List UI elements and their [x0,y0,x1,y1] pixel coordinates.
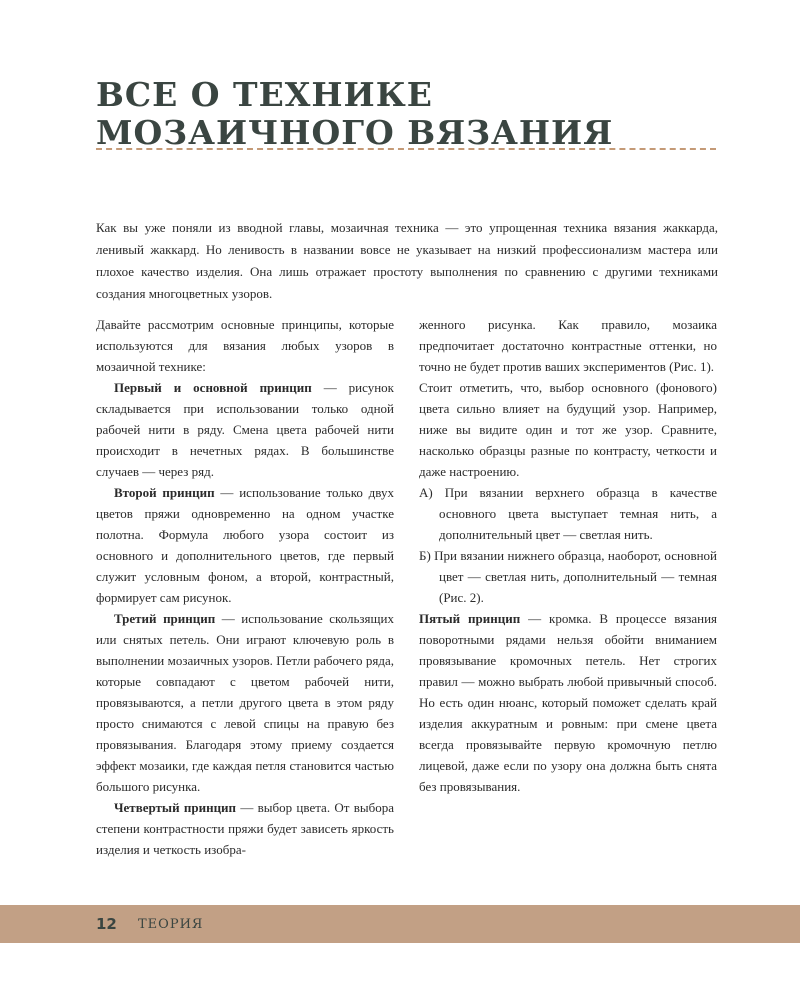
section-label: ТЕОРИЯ [138,917,204,932]
left-paragraph-1: Давайте рассмотрим основные принципы, которые используются для вязания любых узоров в мозаичной технике: [96,317,394,374]
list-item-b: Б) При вязании нижнего образца, наоборот, основной цвет — светлая нить, дополнительный — темная (Рис. 2). [419,548,717,605]
principle-4-heading: Четвертый принцип [114,800,237,815]
intro-paragraph: Как вы уже поняли из вводной главы, мозаичная техника — это упрощенная техника вязания жаккарда, ленивый жаккард. Но ленивость в названии вовсе не указывает на низкий профессионализм мастера или плохое качество изделия. Она лишь отражает простоту выполнения по сравнению с другими техниками создания многоцветных узоров. [96,220,718,301]
principle-4-text: — выбор цвета. От выбора степени контрастности пряжи будет зависеть яркость изделия и четкость изобра- [96,800,394,857]
left-column [96,314,394,860]
title-line-1: ВСЕ О ТЕХНИКЕ [96,75,433,114]
principle-3-paragraph [96,608,394,797]
right-paragraph-1: женного рисунка. Как правило, мозаика предпочитает достаточно контрастные оттенки, но точно не будет против ваших экспериментов (Рис. 1). [419,317,717,374]
principle-1-paragraph [96,377,394,482]
principle-5-paragraph [419,608,717,797]
page-title [96,76,736,152]
principle-3-text: — использование скользящих или снятых петель. Они играют ключевую роль в выполнении мозаичных узоров. Петли рабочего ряда, которые совпадают с цветом рабочей нити, провязываются, а петли другого цвета в этом ряду просто снимаются с левой спицы на правую без провязывания. Благодаря этому приему создается эффект мозаики, где каждая петля становится частью большого рисунка. [96,611,394,794]
footer-band [0,905,800,943]
list-item-a: А) При вязании верхнего образца в качестве основного цвета выступает темная нить, а дополнительный цвет — светлая нить. [419,485,717,542]
principle-2-heading: Второй принцип [114,485,215,500]
title-line-2: МОЗАИЧНОГО ВЯЗАНИЯ [96,113,614,152]
principle-5-text: — кромка. В процессе вязания поворотными рядами нельзя обойти вниманием провязывание кромочных петель. Нет строгих правил — можно выбрать любой привычный способ. Но есть один нюанс, который поможет сделать край изделия аккуратным и ровным: при смене цвета всегда провязывайте первую кромочную петлю лицевой, даже если по узору она должна быть снята без провязывания. [419,611,718,794]
principle-3-heading: Третий принцип [114,611,216,626]
right-paragraph-2: Стоит отметить, что, выбор основного (фонового) цвета сильно влияет на будущий узор. Например, ниже вы видите один и тот же узор. Сравните, насколько образцы разные по контрасту, четкости и даже настроению. [419,380,717,479]
principle-5-heading: Пятый принцип [419,611,521,626]
right-column [419,314,717,797]
principle-1-text: — рисунок складывается при использовании только одной рабочей нити в ряду. Смена цвета рабочей нити происходит в нечетных рядах. В большинстве случаев — через ряд. [96,380,394,479]
title-divider [96,148,716,150]
page-number: 12 [96,915,117,933]
principle-1-heading: Первый и основной принцип [114,380,312,395]
principle-2-text: — использование только двух цветов пряжи одновременно на одном участке полотна. Формула любого узора состоит из основного и дополнительного цветов, где первый служит условным фоном, а второй, контрастный, формирует сам рисунок. [96,485,394,605]
principle-4-paragraph [96,797,394,860]
principle-2-paragraph [96,482,394,608]
